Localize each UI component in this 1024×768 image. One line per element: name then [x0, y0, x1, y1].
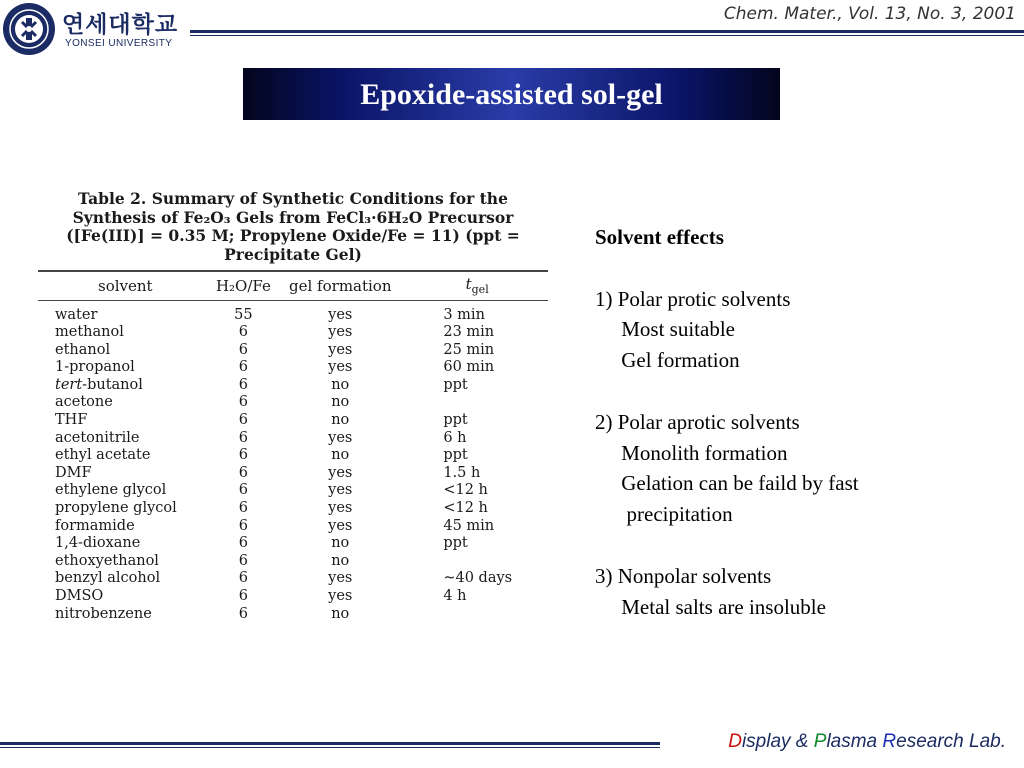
table-row — [38, 394, 548, 412]
cell-gel-formation: yes — [328, 500, 353, 517]
table-row — [38, 518, 548, 536]
cell-h2o-fe: 6 — [238, 588, 249, 604]
journal-citation: Chem. Mater., Vol. 13, No. 3, 2001 — [723, 4, 1016, 24]
cell-gel-formation: yes — [328, 429, 353, 446]
cell-gel-formation: no — [331, 552, 350, 569]
cell-gel-formation: yes — [328, 306, 353, 323]
cell-h2o-fe: 6 — [238, 376, 249, 393]
cell-solvent: nitrobenzene — [55, 605, 152, 622]
footer-text-research: esearch Lab. — [896, 731, 1006, 752]
tgel-symbol: $t_{gel}$ — [465, 275, 489, 296]
cell-h2o-fe: 6 — [238, 464, 249, 481]
header-rule — [190, 30, 1024, 33]
university-name-english: YONSEI UNIVERSITY — [65, 38, 173, 49]
cell-solvent: THF — [55, 412, 88, 429]
cell-solvent: acetonitrile — [55, 429, 140, 446]
notes-line: Metal salts are insoluble — [595, 594, 826, 619]
cell-tgel: 25 min — [443, 341, 495, 358]
cell-solvent: formamide — [55, 517, 135, 534]
table-row — [38, 359, 548, 377]
cell-solvent: ethanol — [55, 341, 111, 358]
lab-name-footer — [728, 731, 1006, 753]
table-row — [38, 447, 548, 465]
cell-gel-formation: no — [331, 535, 350, 552]
cell-h2o-fe: 6 — [238, 500, 249, 517]
cell-h2o-fe: 6 — [238, 341, 249, 358]
table-caption-line: Synthesis of Fe₂O₃ Gels from FeCl₃·6H₂O Precursor — [72, 207, 514, 227]
cell-solvent: propylene glycol — [55, 500, 177, 517]
cell-solvent: methanol — [55, 324, 124, 341]
cell-tgel: ppt — [443, 376, 468, 393]
table-row — [38, 324, 548, 342]
notes-line: Gelation can be faild by fast — [595, 471, 859, 496]
cell-gel-formation: no — [331, 447, 350, 464]
cell-h2o-fe: 6 — [238, 359, 249, 376]
notes-line: Most suitable — [595, 317, 735, 342]
notes-line: precipitation — [595, 502, 733, 527]
notes-line: 1) Polar protic solvents — [595, 286, 791, 311]
table-row — [38, 588, 548, 606]
footer-rule-thin — [0, 747, 660, 748]
cell-gel-formation: yes — [328, 324, 353, 341]
column-header-h2o-fe: H₂O/Fe — [215, 276, 271, 295]
cell-gel-formation: yes — [328, 482, 353, 499]
cell-tgel: 45 min — [443, 517, 495, 534]
footer-letter-d: D — [728, 731, 742, 752]
cell-h2o-fe: 6 — [238, 412, 249, 429]
cell-h2o-fe: 6 — [238, 482, 249, 499]
cell-tgel: <12 h — [443, 482, 488, 499]
cell-solvent: DMSO — [55, 588, 104, 604]
cell-gel-formation: yes — [328, 464, 353, 481]
column-header-tgel — [406, 272, 548, 300]
cell-h2o-fe: 6 — [238, 429, 249, 446]
cell-tgel: ppt — [443, 447, 468, 464]
notes-line: Monolith formation — [595, 440, 788, 465]
cell-tgel: ppt — [443, 412, 468, 429]
footer-letter-r: R — [882, 731, 897, 752]
cell-tgel: ppt — [443, 535, 468, 552]
footer-text-plasma: lasma — [826, 731, 883, 752]
cell-solvent: ethyl acetate — [55, 447, 151, 464]
cell-solvent: tert-butanol — [55, 376, 143, 393]
notes-lines — [595, 253, 1015, 623]
notes-line: 3) Nonpolar solvents — [595, 563, 772, 588]
cell-solvent: ethoxyethanol — [55, 552, 159, 569]
synthesis-conditions-table — [38, 190, 548, 623]
notes-line: Gel formation — [595, 348, 740, 373]
cell-h2o-fe: 6 — [238, 517, 249, 534]
table-caption-line: Table 2. Summary of Synthetic Conditions for the — [78, 189, 508, 208]
column-header-gel-formation: gel formation — [289, 276, 392, 295]
yonsei-emblem-icon — [2, 2, 56, 56]
table-body — [38, 301, 548, 624]
cell-solvent: 1-propanol — [55, 359, 135, 376]
cell-tgel: ~40 days — [443, 570, 513, 587]
cell-gel-formation: no — [331, 412, 350, 429]
table-row — [38, 535, 548, 553]
cell-h2o-fe: 6 — [238, 605, 249, 622]
cell-gel-formation: yes — [328, 359, 353, 376]
footer-letter-p: P — [813, 731, 827, 752]
cell-solvent: benzyl alcohol — [55, 570, 161, 587]
cell-gel-formation: yes — [328, 517, 353, 534]
table-header-row — [38, 272, 548, 300]
university-logo — [0, 0, 190, 58]
cell-h2o-fe: 6 — [238, 552, 249, 569]
data-table — [38, 272, 548, 624]
footer-text-display: isplay & — [741, 731, 814, 752]
cell-gel-formation: yes — [328, 341, 353, 358]
slide-title: Epoxide-assisted sol-gel — [360, 78, 663, 111]
table-row — [38, 465, 548, 483]
table-row — [38, 570, 548, 588]
cell-tgel: <12 h — [443, 500, 488, 517]
table-row — [38, 412, 548, 430]
cell-gel-formation: yes — [328, 588, 353, 604]
cell-tgel: 23 min — [443, 324, 495, 341]
table-row — [38, 482, 548, 500]
cell-tgel — [406, 606, 548, 624]
cell-h2o-fe: 6 — [238, 447, 249, 464]
table-row — [38, 500, 548, 518]
column-header-solvent: solvent — [98, 276, 153, 295]
cell-solvent: 1,4-dioxane — [55, 535, 141, 552]
cell-h2o-fe: 6 — [238, 570, 249, 587]
cell-tgel: 4 h — [443, 588, 467, 604]
cell-tgel — [406, 394, 548, 412]
cell-h2o-fe: 6 — [238, 535, 249, 552]
cell-solvent: ethylene glycol — [55, 482, 167, 499]
notes-line — [595, 253, 1015, 284]
table-row — [38, 342, 548, 360]
notes-line — [595, 376, 1015, 407]
cell-tgel: 1.5 h — [443, 464, 481, 481]
cell-tgel: 3 min — [443, 306, 485, 323]
table-row — [38, 553, 548, 571]
cell-tgel — [406, 553, 548, 571]
cell-tgel: 60 min — [443, 359, 495, 376]
table-row — [38, 430, 548, 448]
cell-tgel: 6 h — [443, 429, 467, 446]
table-caption-line: Precipitate Gel) — [224, 244, 362, 264]
notes-heading: Solvent effects — [595, 225, 724, 249]
cell-gel-formation: no — [331, 605, 350, 622]
cell-gel-formation: no — [331, 394, 350, 411]
cell-gel-formation: yes — [328, 570, 353, 587]
footer-rule — [0, 742, 660, 745]
cell-gel-formation: no — [331, 376, 350, 393]
cell-h2o-fe: 6 — [238, 324, 249, 341]
university-name-korean: 연세대학교 — [62, 12, 179, 38]
notes-line — [595, 530, 1015, 561]
solvent-effects-notes — [595, 222, 1015, 622]
table-row — [38, 606, 548, 624]
table-caption — [43, 190, 543, 264]
slide-title-bar — [243, 68, 780, 120]
cell-solvent: water — [55, 306, 98, 323]
cell-h2o-fe: 55 — [234, 306, 253, 323]
table-caption-line: ([Fe(III)] = 0.35 M; Propylene Oxide/Fe = 11) (ppt = — [66, 226, 520, 245]
table-row — [38, 301, 548, 325]
cell-solvent: DMF — [55, 464, 92, 481]
header-rule-thin — [190, 35, 1024, 36]
cell-h2o-fe: 6 — [238, 394, 249, 411]
notes-line: 2) Polar aprotic solvents — [595, 409, 800, 434]
table-row — [38, 377, 548, 395]
cell-solvent: acetone — [55, 394, 113, 411]
